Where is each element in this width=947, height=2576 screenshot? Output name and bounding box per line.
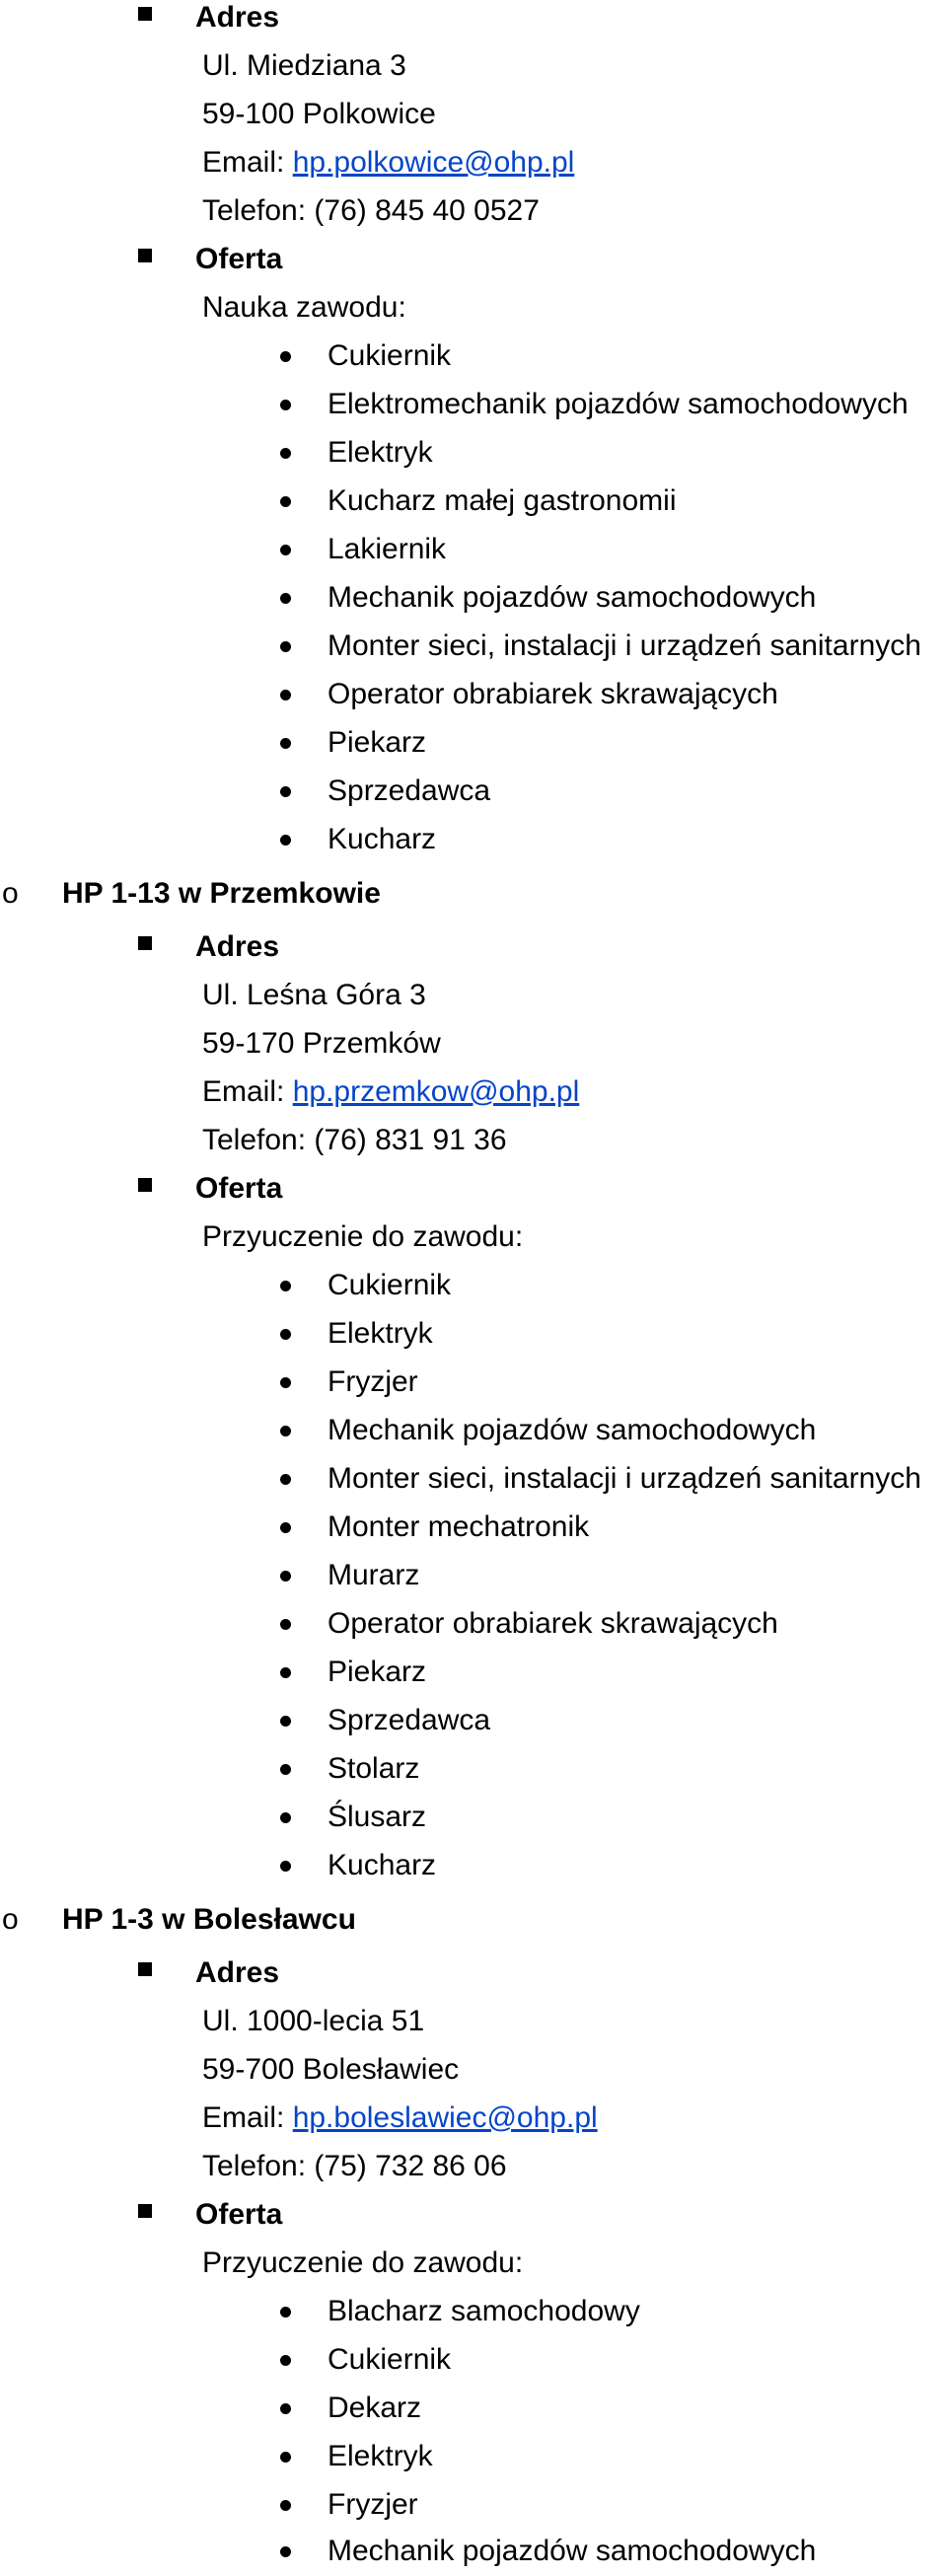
dot-bullet-icon [280, 2500, 291, 2511]
adres-heading: Adres [195, 1, 280, 34]
circle-bullet-icon: o [2, 1903, 19, 1936]
oferta-heading: Oferta [195, 1172, 283, 1205]
section-title: HP 1-3 w Bolesławcu [62, 1903, 356, 1936]
profession: Elektromechanik pojazdów samochodowych [328, 388, 909, 420]
email-link[interactable]: hp.polkowice@ohp.pl [292, 146, 575, 179]
dot-bullet-icon [280, 1281, 291, 1291]
dot-bullet-icon [280, 690, 291, 700]
dot-bullet-icon [280, 1474, 291, 1485]
dot-bullet-icon [280, 545, 291, 555]
address-city: 59-100 Polkowice [202, 98, 436, 130]
dot-bullet-icon [280, 1619, 291, 1630]
profession: Fryzjer [328, 1365, 418, 1398]
profession: Piekarz [328, 1656, 427, 1688]
dot-bullet-icon [280, 1329, 291, 1340]
profession: Elektryk [328, 1317, 433, 1350]
profession: Dekarz [328, 2392, 422, 2424]
address-street: Ul. Leśna Góra 3 [202, 979, 426, 1011]
square-bullet-icon [138, 1178, 152, 1192]
dot-bullet-icon [280, 1764, 291, 1775]
email-label: Email: [202, 1075, 293, 1108]
phone-line: Telefon: (75) 732 86 06 [202, 2150, 507, 2182]
section-title: HP 1-13 w Przemkowie [62, 877, 381, 910]
profession: Operator obrabiarek skrawających [328, 678, 778, 710]
phone-line: Telefon: (76) 845 40 0527 [202, 194, 540, 227]
oferta-intro: Nauka zawodu: [202, 291, 406, 324]
dot-bullet-icon [280, 1716, 291, 1727]
profession: Kucharz [328, 823, 437, 855]
dot-bullet-icon [280, 400, 291, 410]
profession: Blacharz samochodowy [328, 2295, 640, 2327]
square-bullet-icon [138, 936, 152, 950]
profession: Monter mechatronik [328, 1510, 590, 1543]
profession: Kucharz małej gastronomii [328, 484, 677, 517]
email-line [202, 138, 574, 187]
email-label: Email: [202, 2101, 293, 2134]
dot-bullet-icon [280, 1426, 291, 1436]
adres-heading: Adres [195, 1956, 280, 1989]
dot-bullet-icon [280, 1571, 291, 1582]
square-bullet-icon [138, 2204, 152, 2218]
profession: Fryzjer [328, 2488, 418, 2521]
dot-bullet-icon [280, 593, 291, 604]
oferta-heading: Oferta [195, 2198, 283, 2231]
dot-bullet-icon [280, 496, 291, 507]
square-bullet-icon [138, 1962, 152, 1976]
square-bullet-icon [138, 7, 152, 21]
square-bullet-icon [138, 249, 152, 262]
oferta-heading: Oferta [195, 243, 283, 275]
dot-bullet-icon [280, 1667, 291, 1678]
profession: Cukiernik [328, 1269, 452, 1301]
email-line [202, 2094, 598, 2143]
dot-bullet-icon [280, 1812, 291, 1823]
dot-bullet-icon [280, 448, 291, 459]
address-city: 59-700 Bolesławiec [202, 2053, 460, 2086]
email-link[interactable]: hp.przemkow@ohp.pl [292, 1075, 580, 1108]
address-city: 59-170 Przemków [202, 1027, 441, 1060]
profession: Cukiernik [328, 339, 452, 372]
address-street: Ul. 1000-lecia 51 [202, 2005, 425, 2037]
circle-bullet-icon: o [2, 877, 19, 910]
profession: Elektryk [328, 436, 433, 469]
profession: Sprzedawca [328, 1704, 491, 1736]
profession: Piekarz [328, 726, 427, 759]
oferta-intro: Przyuczenie do zawodu: [202, 1220, 524, 1253]
dot-bullet-icon [280, 786, 291, 797]
dot-bullet-icon [280, 835, 291, 846]
profession: Murarz [328, 1559, 420, 1591]
profession: Cukiernik [328, 2343, 452, 2376]
email-line [202, 1067, 579, 1117]
dot-bullet-icon [280, 1522, 291, 1533]
address-street: Ul. Miedziana 3 [202, 49, 406, 82]
profession: Sprzedawca [328, 774, 491, 807]
dot-bullet-icon [280, 2546, 291, 2557]
email-label: Email: [202, 146, 293, 179]
dot-bullet-icon [280, 2307, 291, 2318]
profession: Elektryk [328, 2440, 433, 2472]
profession: Mechanik pojazdów samochodowych [328, 2535, 817, 2567]
dot-bullet-icon [280, 1377, 291, 1388]
dot-bullet-icon [280, 2355, 291, 2366]
dot-bullet-icon [280, 641, 291, 652]
oferta-intro: Przyuczenie do zawodu: [202, 2246, 524, 2279]
profession: Monter sieci, instalacji i urządzeń sanitarnych [328, 1462, 921, 1495]
dot-bullet-icon [280, 351, 291, 362]
dot-bullet-icon [280, 1861, 291, 1872]
email-link[interactable]: hp.boleslawiec@ohp.pl [292, 2101, 598, 2134]
dot-bullet-icon [280, 2452, 291, 2463]
adres-heading: Adres [195, 930, 280, 963]
dot-bullet-icon [280, 738, 291, 749]
profession: Operator obrabiarek skrawających [328, 1607, 778, 1640]
profession: Monter sieci, instalacji i urządzeń sanitarnych [328, 629, 921, 662]
profession: Lakiernik [328, 533, 447, 565]
dot-bullet-icon [280, 2403, 291, 2414]
profession: Ślusarz [328, 1801, 427, 1833]
phone-line: Telefon: (76) 831 91 36 [202, 1124, 507, 1156]
profession: Mechanik pojazdów samochodowych [328, 1414, 817, 1446]
profession: Stolarz [328, 1752, 420, 1785]
profession: Mechanik pojazdów samochodowych [328, 581, 817, 614]
profession: Kucharz [328, 1849, 437, 1881]
